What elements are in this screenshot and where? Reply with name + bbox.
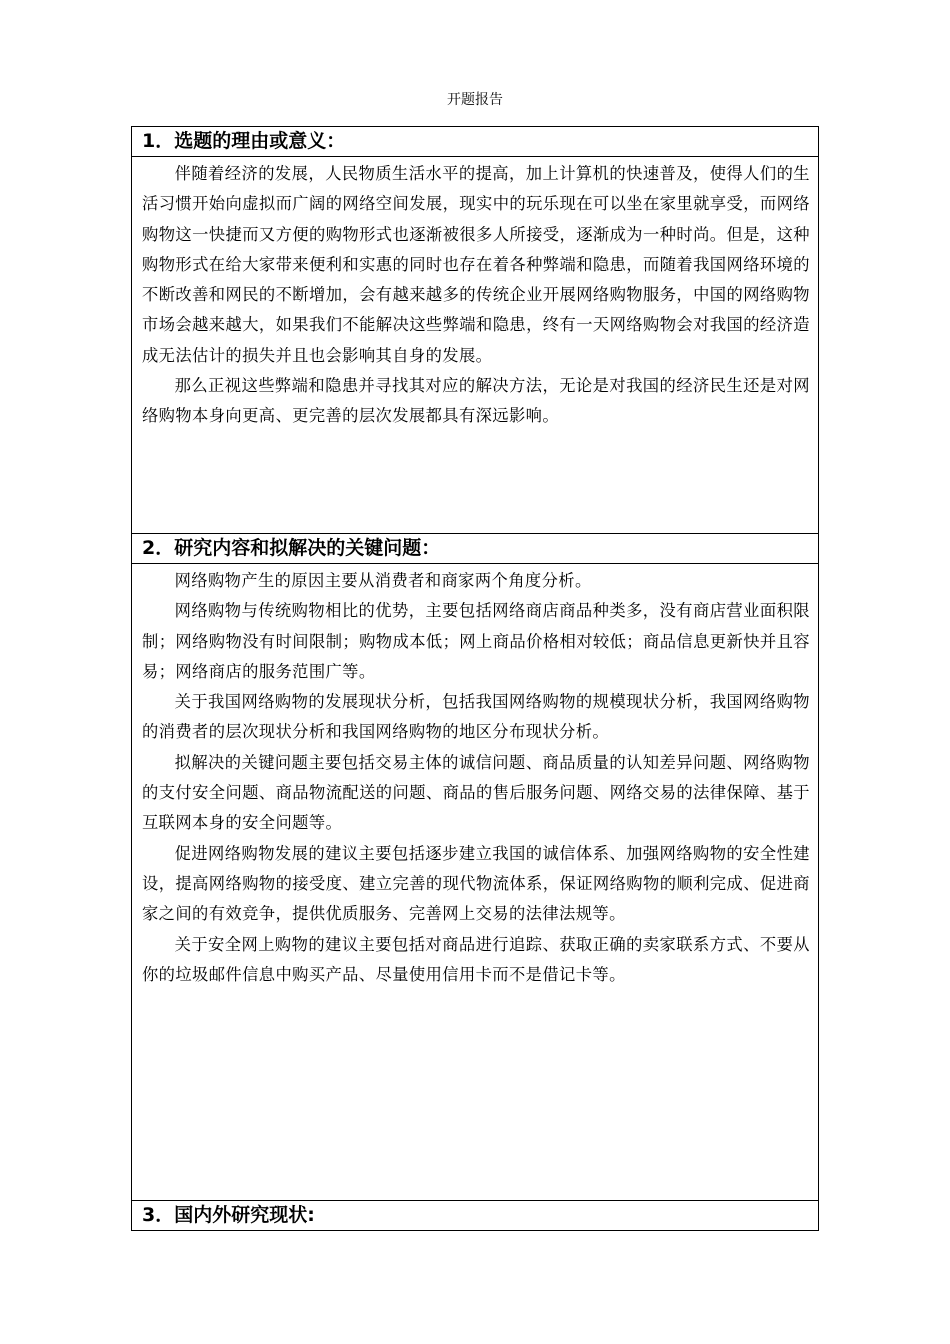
section-2-body-row <box>132 564 819 1201</box>
paragraph: 关于安全网上购物的建议主要包括对商品进行追踪、获取正确的卖家联系方式、不要从你的垃圾邮件信息中购买产品、尽量使用信用卡而不是借记卡等。 <box>142 934 810 984</box>
page-header: 开题报告 <box>447 92 503 108</box>
section-body <box>132 564 819 1201</box>
section-heading: 3．国内外研究现状: <box>132 1201 819 1231</box>
section-heading: 1．选题的理由或意义： <box>132 127 819 157</box>
section-body <box>132 157 819 534</box>
paragraph: 网络购物产生的原因主要从消费者和商家两个角度分析。 <box>174 571 592 590</box>
report-table <box>131 126 819 1231</box>
paragraph: 那么正视这些弊端和隐患并寻找其对应的解决方法，无论是对我国的经济民生还是对网络购物本身向更高、更完善的层次发展都具有深远影响。 <box>142 376 810 426</box>
section-heading: 2．研究内容和拟解决的关键问题： <box>132 534 819 564</box>
paragraph: 拟解决的关键问题主要包括交易主体的诚信问题、商品质量的认知差异问题、网络购物的支付安全问题、商品物流配送的问题、商品的售后服务问题、网络交易的法律保障、基于互联网本身的安全问题等。 <box>142 752 810 833</box>
section-1-body-row <box>132 157 819 534</box>
paragraph: 伴随着经济的发展，人民物质生活水平的提高，加上计算机的快速普及，使得人们的生活习惯开始向虚拟而广阔的网络空间发展，现实中的玩乐现在可以坐在家里就享受，而网络购物这一快捷而又方便的购物形式也逐渐被很多人所接受，逐渐成为一种时尚。但是，这种购物形式在给大家带来便利和实惠的同时也存在着各种弊端和隐患，而随着我国网络环境的不断改善和网民的不断增加，会有越来越多的传统企业开展网络购物服务，中国的网络购物市场会越来越大，如果我们不能解决这些弊端和隐患，终有一天网络购物会对我国的经济造成无法估计的损失并且也会影响其自身的发展。 <box>142 164 810 365</box>
paragraph: 网络购物与传统购物相比的优势，主要包括网络商店商品种类多，没有商店营业面积限制；网络购物没有时间限制；购物成本低；网上商品价格相对较低；商品信息更新快并且容易；网络商店的服务范围广等。 <box>142 601 810 681</box>
section-2-heading-row <box>132 534 819 564</box>
paragraph: 关于我国网络购物的发展现状分析，包括我国网络购物的规模现状分析，我国网络购物的消费者的层次现状分析和我国网络购物的地区分布现状分析。 <box>142 692 810 742</box>
paragraph: 促进网络购物发展的建议主要包括逐步建立我国的诚信体系、加强网络购物的安全性建设，提高网络购物的接受度、建立完善的现代物流体系，保证网络购物的顺利完成、促进商家之间的有效竞争，提供优质服务、完善网上交易的法律法规等。 <box>142 843 810 924</box>
section-3-heading-row <box>132 1201 819 1231</box>
section-1-heading-row <box>132 127 819 157</box>
